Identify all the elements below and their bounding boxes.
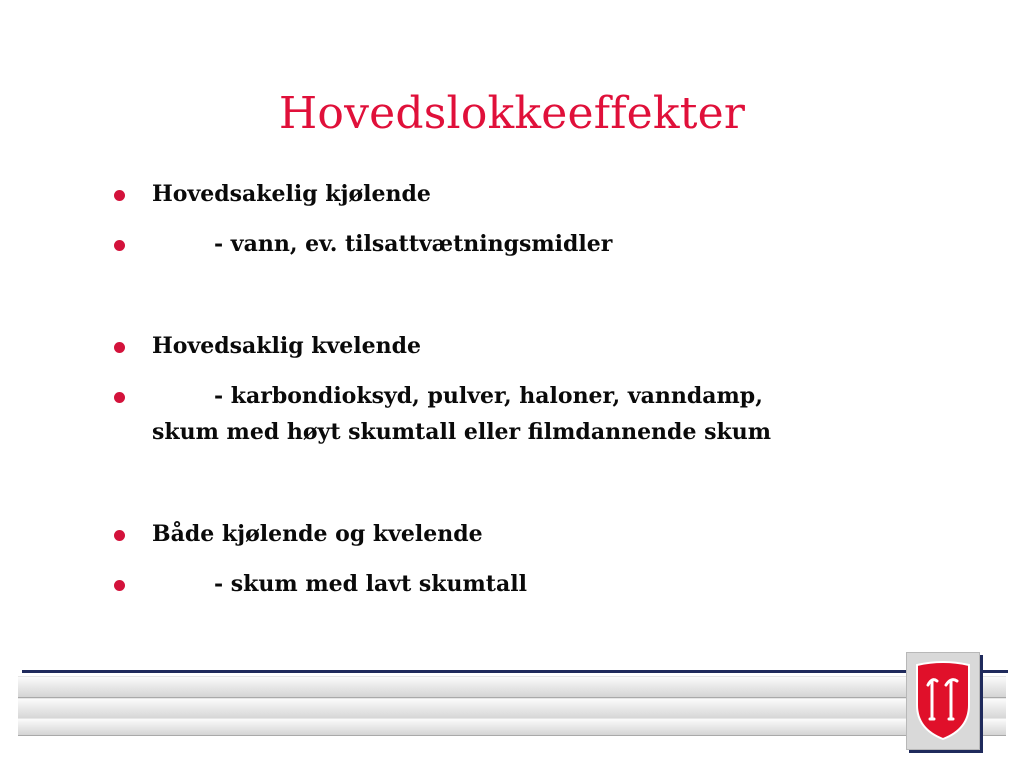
bullet-dot-icon xyxy=(114,580,125,591)
bullet-dot-icon xyxy=(114,190,125,201)
bullet-item xyxy=(112,378,892,450)
footer-band xyxy=(18,676,1006,698)
slide-title: Hovedslokkeeffekter xyxy=(278,88,746,139)
bullet-item xyxy=(112,566,892,602)
bullet-text: Både kjølende og kvelende xyxy=(152,521,483,547)
shield-icon xyxy=(913,659,973,743)
bullet-item xyxy=(112,328,892,364)
logo xyxy=(906,652,980,750)
bullet-item xyxy=(112,226,892,262)
bullet-text: - skum med lavt skumtall xyxy=(214,571,527,597)
bullet-text: Hovedsakelig kjølende xyxy=(152,181,431,207)
bullet-dot-icon xyxy=(114,342,125,353)
bullet-dot-icon xyxy=(114,392,125,403)
bullet-item xyxy=(112,516,892,552)
bullet-text: - vann, ev. tilsattvætningsmidler xyxy=(214,231,613,257)
bullet-text: - karbondioksyd, pulver, haloner, vanndamp, xyxy=(214,383,763,409)
slide-footer xyxy=(0,660,1024,768)
bullet-item xyxy=(112,176,892,212)
bullet-list xyxy=(112,176,892,602)
bullet-text-continuation: skum med høyt skumtall eller filmdannende skum xyxy=(152,419,771,445)
footer-band xyxy=(18,698,1006,720)
bullet-dot-icon xyxy=(114,530,125,541)
bullet-dot-icon xyxy=(114,240,125,251)
footer-rule xyxy=(22,670,1008,673)
footer-band xyxy=(18,718,1006,736)
bullet-text: Hovedsaklig kvelende xyxy=(152,333,422,359)
